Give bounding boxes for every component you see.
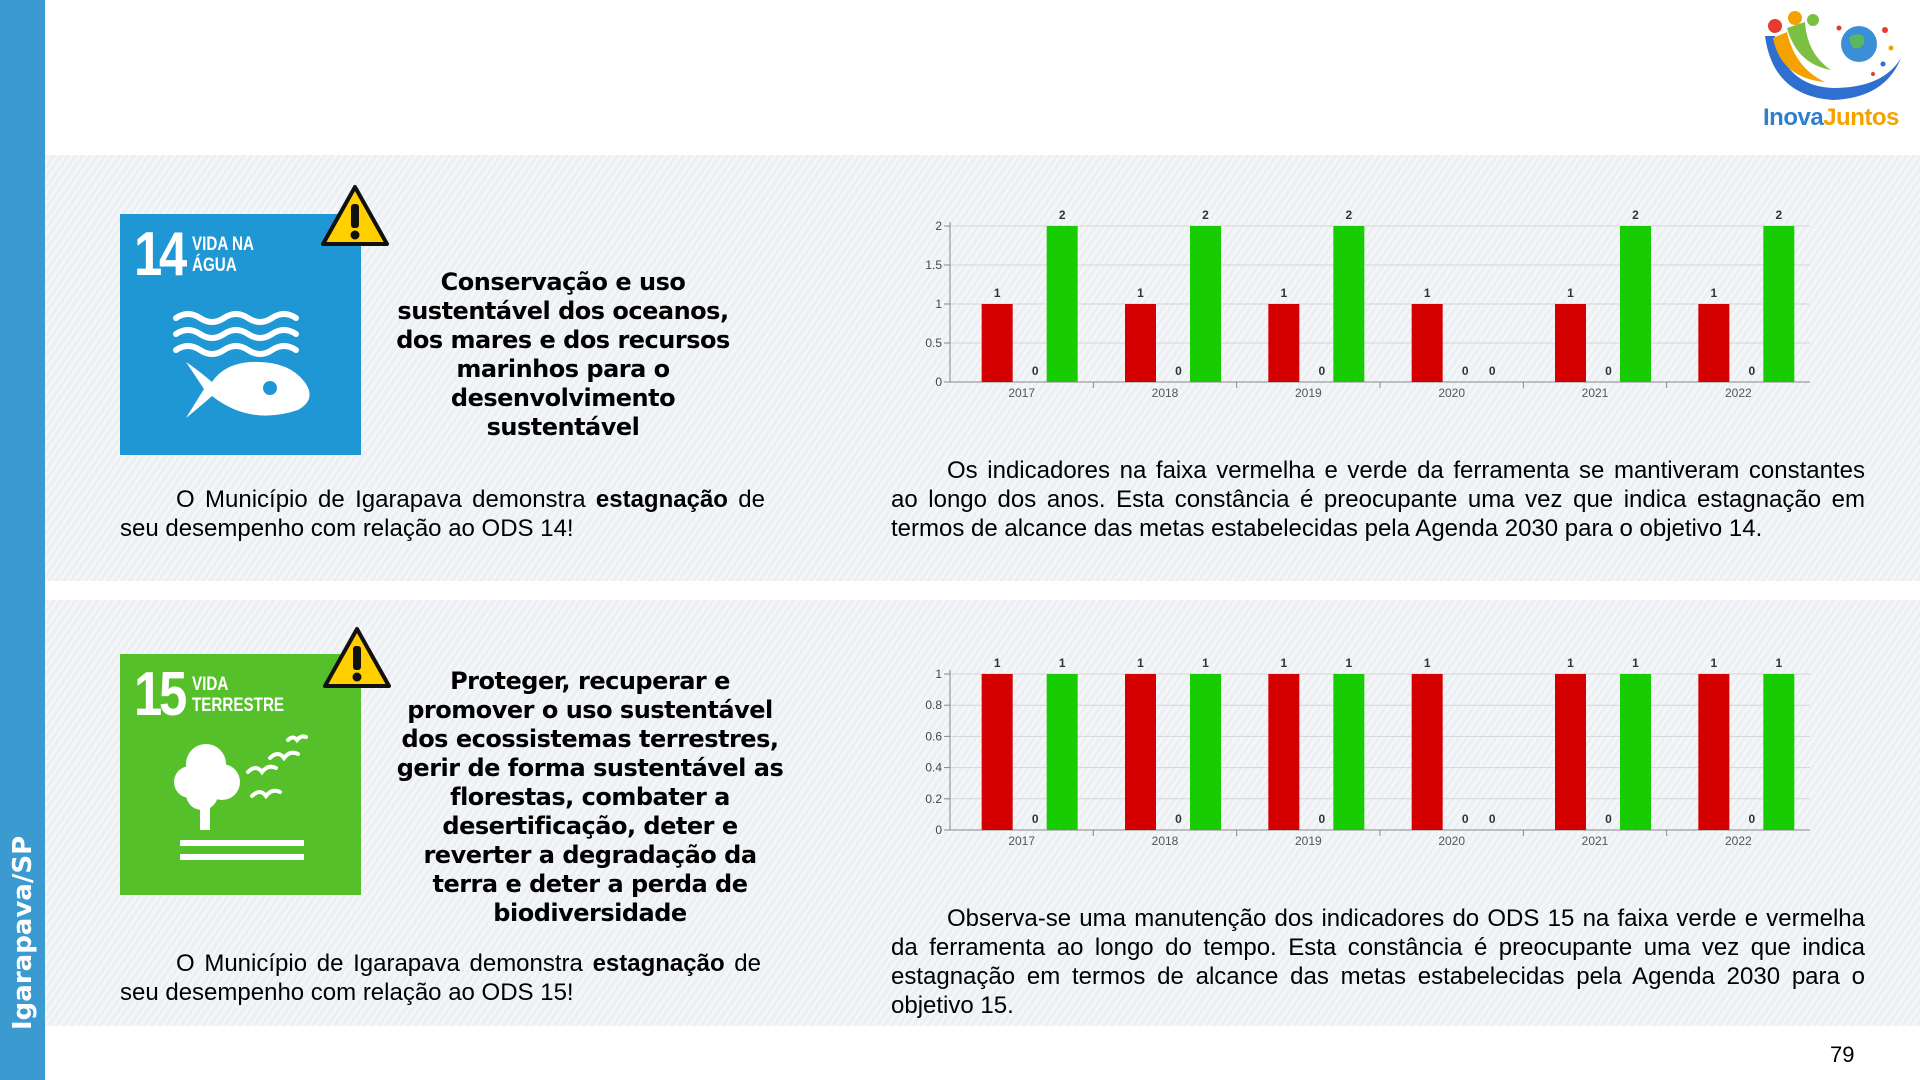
warning-icon — [322, 626, 392, 690]
y-tick-label: 1.5 — [925, 258, 942, 272]
data-label: 2 — [1632, 208, 1639, 222]
data-label: 2 — [1345, 208, 1353, 222]
data-label: 0 — [1031, 364, 1039, 378]
x-tick-label: 2020 — [1438, 386, 1466, 400]
fish-waves-icon — [120, 214, 361, 455]
data-label: 1 — [1710, 656, 1718, 670]
bar — [1047, 674, 1078, 830]
data-label: 1 — [1137, 656, 1144, 670]
data-label: 2 — [1202, 208, 1209, 222]
ods15-analysis-text: Observa-se uma manutenção dos indicadores do ODS 15 na faixa verde e vermelha da ferramenta ao longo do tempo. Esta constância é preocupante uma vez que indica estagnação em termos de alcance das metas estabelecidas pela Agenda 2030 para o objetivo 15. — [891, 905, 1865, 1019]
data-label: 0 — [1488, 364, 1496, 378]
ods14-bar-chart — [900, 200, 1820, 400]
data-label: 1 — [1280, 286, 1288, 300]
x-tick-label: 2017 — [1008, 386, 1036, 400]
ods14-analysis-text: Os indicadores na faixa vermelha e verde da ferramenta se mantiveram constantes ao longo dos anos. Esta constância é preocupante uma vez que indica estagnação em termos de alcance das metas estabelecidas pela Agenda 2030 para o objetivo 14. — [891, 457, 1865, 542]
data-label: 1 — [1058, 656, 1066, 670]
bar — [1555, 304, 1586, 382]
bar — [1047, 226, 1078, 382]
data-label: 1 — [1567, 656, 1574, 670]
data-label: 0 — [1318, 812, 1326, 826]
bar — [1190, 674, 1221, 830]
x-tick-label: 2017 — [1008, 834, 1036, 848]
data-label: 0 — [1461, 812, 1469, 826]
x-tick-label: 2018 — [1151, 386, 1179, 400]
x-tick-label: 2022 — [1724, 386, 1752, 400]
bar — [1125, 304, 1156, 382]
data-label: 0 — [1488, 812, 1496, 826]
y-tick-label: 0 — [935, 375, 942, 389]
logo-word-inova: Inova — [1763, 104, 1824, 131]
bar — [1620, 674, 1651, 830]
x-tick-label: 2019 — [1294, 386, 1322, 400]
x-tick-label: 2019 — [1294, 834, 1322, 848]
ods15-summary-end: de seu desempenho com relação ao ODS 15! — [120, 950, 761, 1006]
logo-wordmark — [1763, 104, 1899, 132]
y-tick-label: 0.4 — [925, 760, 942, 775]
bar — [1125, 674, 1156, 830]
bar — [1698, 304, 1729, 382]
ods15-tile — [120, 654, 361, 895]
x-tick-label: 2020 — [1438, 834, 1466, 848]
data-label: 0 — [1748, 364, 1756, 378]
y-tick-label: 1 — [935, 297, 942, 311]
data-label: 1 — [1280, 656, 1288, 670]
ods15-analysis — [891, 904, 1865, 1020]
data-label: 1 — [993, 286, 1001, 300]
y-tick-label: 0.8 — [925, 698, 942, 713]
bar — [1268, 674, 1299, 830]
y-tick-label: 0 — [935, 823, 942, 837]
data-label: 2 — [1058, 208, 1066, 222]
ods14-summary-start: O Município de Igarapava demonstra — [176, 486, 596, 513]
data-label: 2 — [1775, 208, 1783, 222]
logo-word-juntos: Juntos — [1823, 104, 1899, 131]
ods15-goal-title: Proteger, recuperar e promover o uso sustentável dos ecossistemas terrestres, gerir de forma sustentável as florestas, combater a desertificação, deter e reverter a degradação da terra e deter a perda de biodiversidade — [396, 667, 784, 927]
ods15-number: 15 — [134, 660, 184, 729]
y-tick-label: 0.5 — [925, 336, 942, 350]
ods14-summary-emphasis: estagnação — [595, 486, 728, 513]
page-number: 79 — [1830, 1042, 1855, 1067]
data-label: 1 — [1632, 656, 1639, 670]
ods15-summary-emphasis: estagnação — [592, 950, 725, 977]
bar — [982, 674, 1013, 830]
bar — [982, 304, 1013, 382]
ods14-summary-end: de seu desempenho com relação ao ODS 14! — [120, 486, 765, 542]
ods15-summary-start: O Município de Igarapava demonstra — [176, 950, 593, 977]
data-label: 1 — [1345, 656, 1353, 670]
bar — [1333, 674, 1364, 830]
data-label: 0 — [1605, 812, 1612, 826]
data-label: 0 — [1175, 812, 1182, 826]
data-label: 1 — [1423, 286, 1431, 300]
data-label: 0 — [1031, 812, 1039, 826]
bar — [1763, 674, 1794, 830]
ods14-name: VIDA NA ÁGUA — [192, 234, 254, 276]
y-tick-label: 0.2 — [925, 791, 942, 806]
data-label: 1 — [1567, 286, 1574, 300]
x-tick-label: 2021 — [1581, 386, 1609, 400]
data-label: 1 — [1423, 656, 1431, 670]
y-tick-label: 2 — [935, 219, 942, 233]
x-tick-label: 2021 — [1581, 834, 1609, 848]
bar — [1268, 304, 1299, 382]
data-label: 0 — [1748, 812, 1756, 826]
ods14-summary — [120, 485, 765, 543]
data-label: 1 — [993, 656, 1001, 670]
y-tick-label: 0.6 — [925, 729, 942, 744]
bar — [1763, 226, 1794, 382]
y-tick-label: 1 — [935, 667, 942, 681]
bar — [1190, 226, 1221, 382]
data-label: 1 — [1137, 286, 1144, 300]
ods14-analysis — [891, 456, 1865, 543]
bar — [1698, 674, 1729, 830]
data-label: 1 — [1775, 656, 1783, 670]
x-tick-label: 2022 — [1724, 834, 1752, 848]
data-label: 1 — [1202, 656, 1209, 670]
ods14-tile — [120, 214, 361, 455]
ods14-goal-title: Conservação e uso sustentável dos oceanos, dos mares e dos recursos marinhos para o desenvolvimento sustentável — [396, 268, 730, 441]
x-tick-label: 2018 — [1151, 834, 1179, 848]
bar — [1620, 226, 1651, 382]
ods15-bar-chart — [900, 648, 1820, 848]
tree-birds-icon — [120, 654, 361, 895]
data-label: 0 — [1461, 364, 1469, 378]
data-label: 0 — [1175, 364, 1182, 378]
ods14-number: 14 — [134, 220, 184, 289]
bar — [1333, 226, 1364, 382]
sidebar-location-label: Igarapava/SP — [8, 835, 38, 1030]
warning-icon — [320, 184, 390, 248]
bar — [1555, 674, 1586, 830]
data-label: 0 — [1318, 364, 1326, 378]
ods15-name: VIDA TERRESTRE — [192, 674, 285, 716]
bar — [1412, 674, 1443, 830]
ods15-summary — [120, 949, 761, 1007]
data-label: 1 — [1710, 286, 1718, 300]
bar — [1412, 304, 1443, 382]
sidebar — [0, 0, 45, 1080]
data-label: 0 — [1605, 364, 1612, 378]
